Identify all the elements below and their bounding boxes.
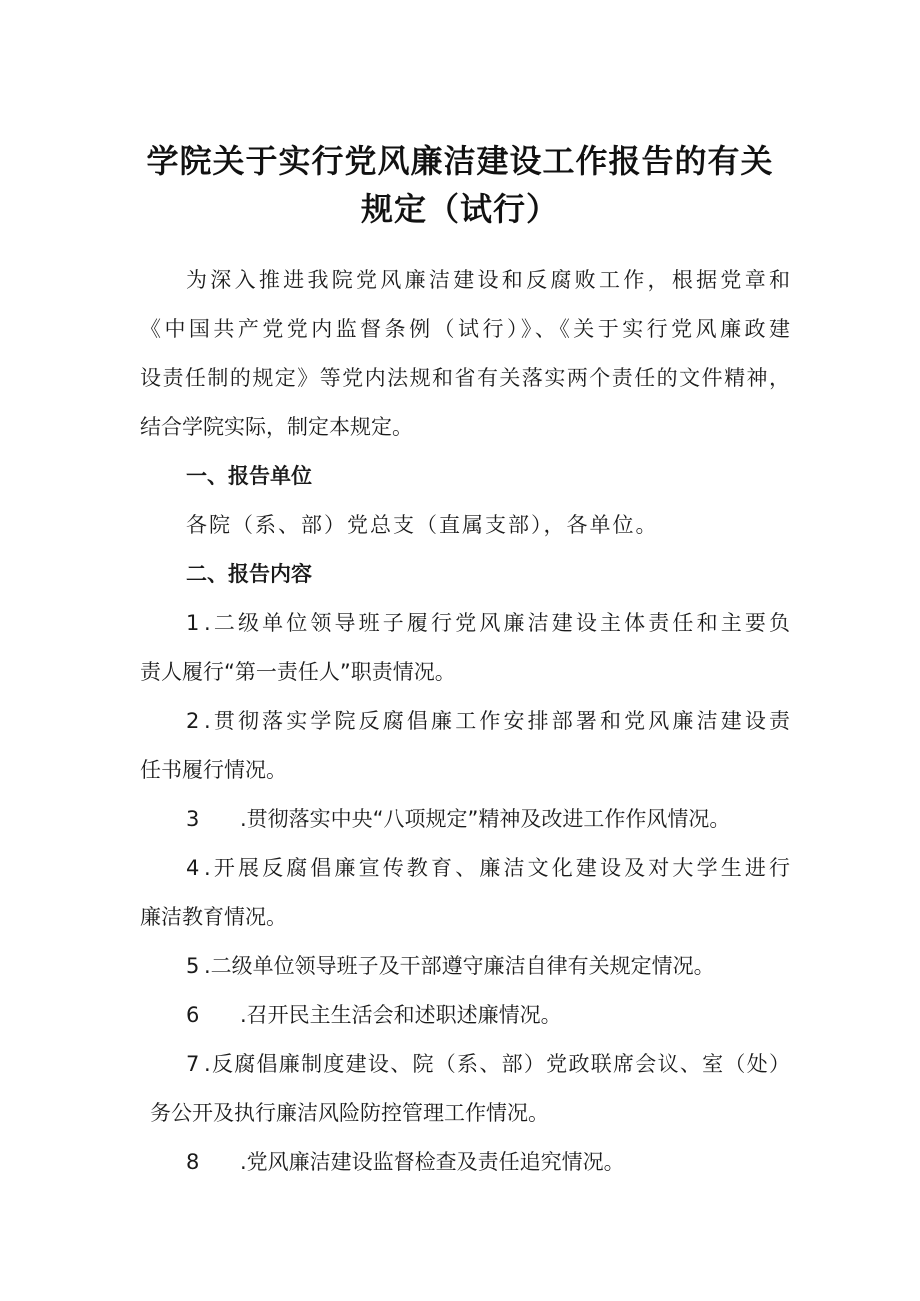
list-item-4-line-1 [186,853,790,883]
section-1-heading: 一、报告单位 [186,464,312,488]
list-item-text: .二级单位领导班子及干部遵守廉洁自律有关规定情况。 [204,954,715,978]
list-item-number: 1 [186,611,200,635]
list-item-number: 6 [186,1003,200,1027]
list-item-text: .召开民主生活会和述职述廉情况。 [240,1003,562,1027]
list-item-number: 5 [186,954,200,978]
list-item-8 [186,1147,836,1177]
list-item-number: 3 [186,807,200,831]
list-item-text: .反腐倡廉制度建设、院（系、部）党政联席会议、室（处） [204,1052,790,1076]
list-item-number: 2 [186,709,200,733]
list-item-number: 4 [186,856,200,880]
list-item-6 [186,1000,836,1030]
list-item-1-line-2: 责人履行“第一责任人”职责情况。 [140,660,456,684]
section-1-body: 各院（系、部）党总支（直属支部），各单位。 [186,513,659,537]
intro-line-2: 《中国共产党党内监督条例（试行）》、《关于实行党风廉政建 [140,317,790,341]
list-item-1-line-1 [186,608,790,638]
list-item-number: 8 [186,1150,200,1174]
list-item-text: .开展反腐倡廉宣传教育、廉洁文化建设及对大学生进行 [204,856,790,880]
document-title-line-2: 规定（试行） [360,190,559,228]
intro-line-4: 结合学院实际，制定本规定。 [140,415,413,439]
section-2-heading: 二、报告内容 [186,562,312,586]
list-item-7-line-1 [186,1049,790,1079]
list-item-5 [186,951,836,981]
list-item-2-line-2: 任书履行情况。 [140,758,287,782]
list-item-text: .贯彻落实中央“八项规定”精神及改进工作作风情况。 [240,807,731,831]
list-item-3 [186,804,836,834]
list-item-7-line-2: 务公开及执行廉洁风险防控管理工作情况。 [150,1101,549,1125]
list-item-number: 7 [186,1052,200,1076]
list-item-2-line-1 [186,706,790,736]
document-title-line-1: 学院关于实行党风廉洁建设工作报告的有关 [146,142,774,180]
list-item-text: .二级单位领导班子履行党风廉洁建设主体责任和主要负 [204,611,790,635]
intro-line-1: 为深入推进我院党风廉洁建设和反腐败工作，根据党章和 [186,268,790,292]
list-item-4-line-2: 廉洁教育情况。 [140,905,287,929]
list-item-text: .党风廉洁建设监督检查及责任追究情况。 [240,1150,625,1174]
intro-line-3: 设责任制的规定》等党内法规和省有关落实两个责任的文件精神， [140,366,790,390]
list-item-text: .贯彻落实学院反腐倡廉工作安排部署和党风廉洁建设责 [204,709,790,733]
